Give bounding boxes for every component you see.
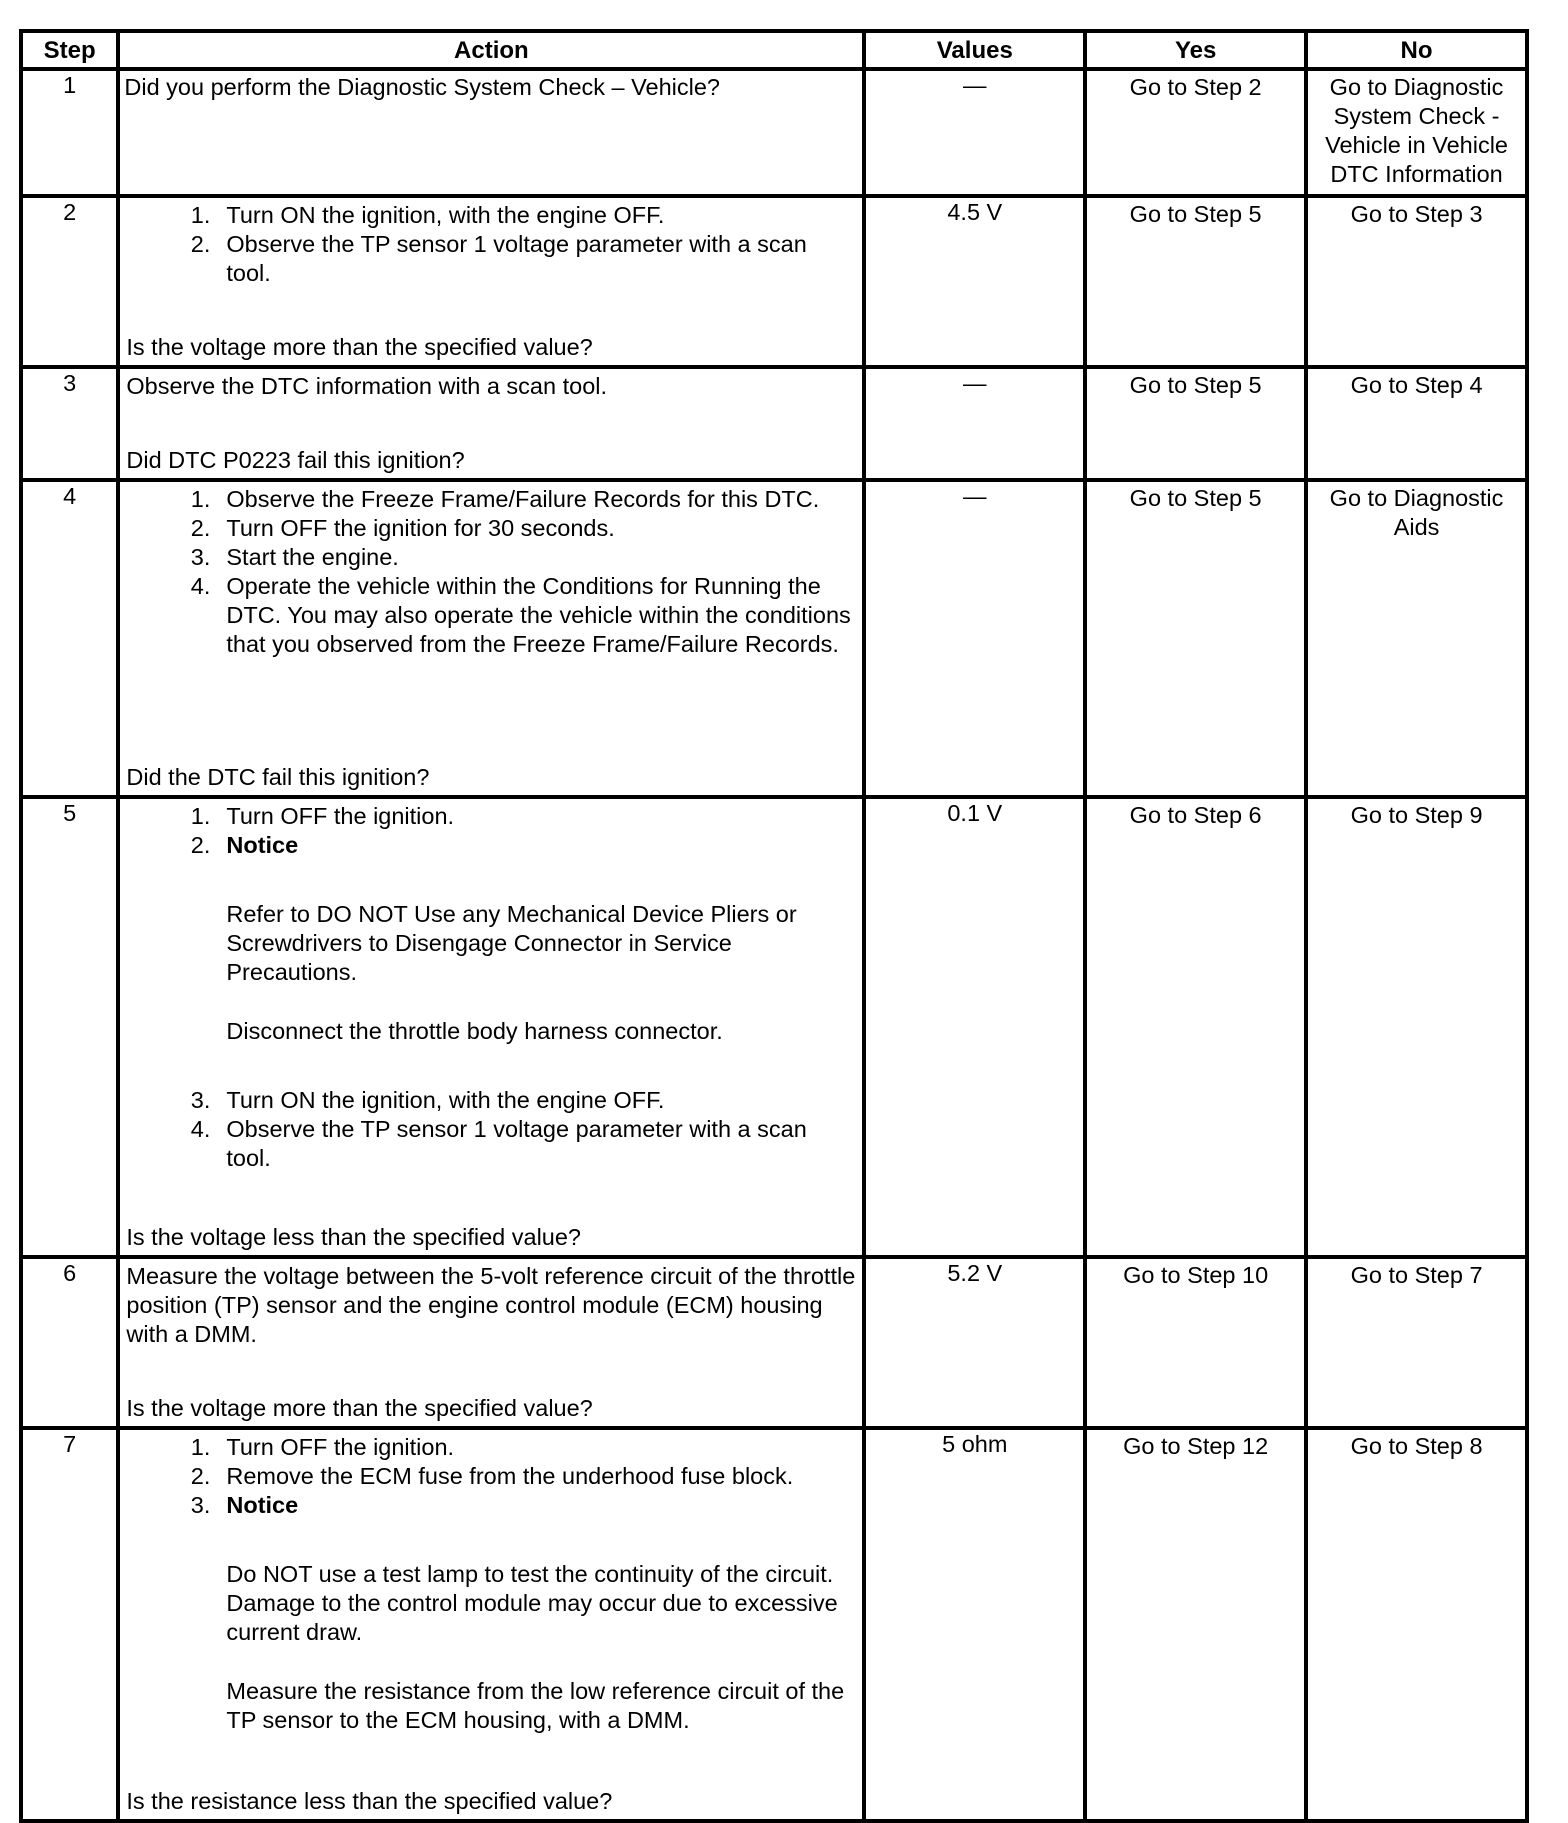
yes-text: Go to Step 10 — [1123, 1262, 1269, 1288]
no-cell — [1306, 196, 1527, 367]
yes-text: Go to Step 5 — [1129, 201, 1262, 227]
action-question: Did the DTC fail this ignition? — [126, 764, 430, 790]
list-item: 1. Observe the Freeze Frame/Failure Records for this DTC. — [190, 486, 820, 512]
list-item: 3. Notice — [190, 1492, 299, 1518]
action-text: Did you perform the Diagnostic System Check – Vehicle? — [124, 74, 720, 100]
step-number: 2 — [21, 196, 118, 367]
notice-label: Notice — [226, 1492, 299, 1518]
value-cell: 4.5 V — [864, 196, 1085, 367]
list-item: 3. Turn ON the ignition, with the engine OFF. — [190, 1087, 665, 1113]
no-text: Go to Step 9 — [1350, 802, 1483, 828]
yes-cell — [1085, 1428, 1306, 1821]
header-row — [21, 31, 1527, 69]
step-number: 5 — [21, 797, 118, 1257]
table-row — [21, 196, 1527, 367]
no-text: Go to Diagnostic Aids — [1329, 485, 1504, 540]
header-step: Step — [21, 31, 118, 69]
table-row — [21, 367, 1527, 480]
list-item: 2. Turn OFF the ignition for 30 seconds. — [190, 515, 615, 541]
yes-text: Go to Step 5 — [1129, 372, 1262, 398]
list-item: 1. Turn OFF the ignition. — [190, 803, 455, 829]
yes-text: Go to Step 6 — [1129, 802, 1262, 828]
list-item: 2. Notice — [190, 832, 299, 858]
action-question: Is the voltage less than the specified value? — [126, 1224, 581, 1250]
action-cell — [118, 1428, 864, 1821]
header-no: No — [1306, 31, 1527, 69]
no-text: Go to Step 7 — [1350, 1262, 1483, 1288]
no-cell — [1306, 1428, 1527, 1821]
action-question: Is the resistance less than the specified value? — [126, 1788, 613, 1814]
value-cell: — — [864, 69, 1085, 196]
yes-text: Go to Step 12 — [1123, 1433, 1269, 1459]
yes-cell — [1085, 69, 1306, 196]
no-cell — [1306, 69, 1527, 196]
list-item: 3. Start the engine. — [190, 544, 399, 570]
action-cell — [118, 196, 864, 367]
no-cell — [1306, 480, 1527, 797]
value-cell: 5 ohm — [864, 1428, 1085, 1821]
no-cell — [1306, 1257, 1527, 1428]
sub-step-text: Disconnect the throttle body harness connector. — [226, 1018, 723, 1044]
no-text: Go to Step 3 — [1350, 201, 1483, 227]
table-row — [21, 797, 1527, 1257]
list-item: 4. Operate the vehicle within the Conditions for Running the DTC. You may also operate the vehicle within the conditions that you observed from the Freeze Frame/Failure Records. — [190, 573, 851, 657]
list-item: 4. Observe the TP sensor 1 voltage parameter with a scan tool. — [190, 1116, 807, 1171]
action-list — [126, 1433, 856, 1520]
action-cell — [118, 367, 864, 480]
value-cell: 0.1 V — [864, 797, 1085, 1257]
table-row — [21, 1257, 1527, 1428]
action-question: Did DTC P0223 fail this ignition? — [126, 447, 465, 473]
action-cell — [118, 797, 864, 1257]
action-list — [126, 201, 856, 288]
yes-cell — [1085, 480, 1306, 797]
step-number: 6 — [21, 1257, 118, 1428]
action-question: Is the voltage more than the specified value? — [126, 1395, 593, 1421]
yes-cell — [1085, 797, 1306, 1257]
header-yes: Yes — [1085, 31, 1306, 69]
header-values: Values — [864, 31, 1085, 69]
no-cell — [1306, 367, 1527, 480]
yes-text: Go to Step 5 — [1129, 485, 1262, 511]
action-question: Is the voltage more than the specified value? — [126, 334, 593, 360]
action-list — [126, 485, 856, 659]
notice-text: Do NOT use a test lamp to test the continuity of the circuit. Damage to the control module may occur due to excessive current draw. — [226, 1561, 838, 1645]
table-row — [21, 69, 1527, 196]
notice-label: Notice — [226, 832, 299, 858]
step-number: 3 — [21, 367, 118, 480]
value-cell: — — [864, 367, 1085, 480]
yes-cell — [1085, 367, 1306, 480]
table-row — [21, 480, 1527, 797]
yes-cell — [1085, 1257, 1306, 1428]
step-number: 4 — [21, 480, 118, 797]
no-text: Go to Diagnostic System Check - Vehicle in Vehicle DTC Information — [1325, 74, 1508, 187]
step-number: 1 — [21, 69, 118, 196]
no-text: Go to Step 8 — [1350, 1433, 1483, 1459]
action-text: Measure the voltage between the 5-volt reference circuit of the throttle position (TP) sensor and the engine control module (ECM) housing with a DMM. — [126, 1263, 856, 1347]
value-cell: — — [864, 480, 1085, 797]
table-row — [21, 1428, 1527, 1821]
list-item: 2. Remove the ECM fuse from the underhood fuse block. — [190, 1463, 794, 1489]
yes-cell — [1085, 196, 1306, 367]
step-number: 7 — [21, 1428, 118, 1821]
list-item: 1. Turn ON the ignition, with the engine OFF. — [190, 202, 665, 228]
action-text: Observe the DTC information with a scan tool. — [126, 373, 608, 399]
diagnostic-table — [19, 29, 1529, 1823]
list-item: 1. Turn OFF the ignition. — [190, 1434, 455, 1460]
action-list — [126, 802, 856, 860]
action-list — [126, 1086, 856, 1173]
no-cell — [1306, 797, 1527, 1257]
sub-step-text: Measure the resistance from the low reference circuit of the TP sensor to the ECM housing, with a DMM. — [226, 1678, 845, 1733]
action-cell — [118, 480, 864, 797]
header-action: Action — [118, 31, 864, 69]
action-cell — [118, 69, 864, 196]
value-cell: 5.2 V — [864, 1257, 1085, 1428]
action-cell — [118, 1257, 864, 1428]
list-item: 2. Observe the TP sensor 1 voltage parameter with a scan tool. — [190, 231, 807, 286]
notice-text: Refer to DO NOT Use any Mechanical Device Pliers or Screwdrivers to Disengage Connector in Service Precautions. — [226, 901, 797, 985]
yes-text: Go to Step 2 — [1129, 74, 1262, 100]
no-text: Go to Step 4 — [1350, 372, 1483, 398]
